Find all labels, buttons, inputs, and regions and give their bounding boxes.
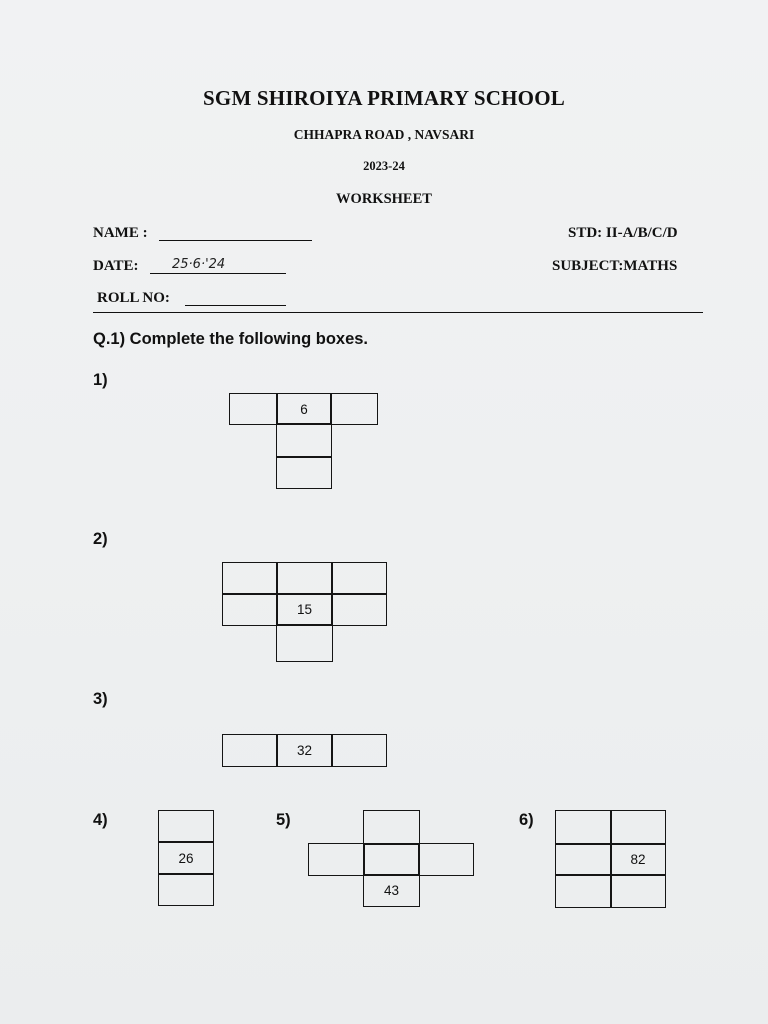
box-empty[interactable]	[158, 873, 214, 906]
item-4-label: 4)	[93, 811, 108, 829]
box-empty[interactable]	[276, 423, 332, 458]
box-empty[interactable]	[308, 843, 365, 876]
box-empty[interactable]	[418, 843, 474, 876]
roll-no-line[interactable]	[185, 305, 286, 306]
box-empty[interactable]	[222, 562, 278, 595]
box-empty[interactable]	[363, 843, 420, 876]
box-given: 15	[276, 593, 333, 626]
school-name: SGM SHIROIYA PRIMARY SCHOOL	[203, 86, 565, 110]
box-given: 26	[158, 841, 214, 875]
box-empty[interactable]	[276, 456, 332, 489]
box-empty[interactable]	[331, 593, 387, 626]
academic-year: 2023-24	[363, 159, 405, 173]
header-divider	[93, 312, 703, 313]
date-line[interactable]	[150, 273, 286, 274]
box-empty[interactable]	[331, 734, 387, 767]
date-label: DATE:	[93, 258, 139, 274]
item-1-label: 1)	[93, 371, 108, 389]
box-given: 6	[276, 393, 332, 425]
item-6-label: 6)	[519, 811, 534, 829]
school-address: CHHAPRA ROAD , NAVSARI	[293, 127, 475, 142]
subject-label: SUBJECT:MATHS	[552, 258, 678, 274]
box-empty[interactable]	[555, 810, 612, 845]
std-label: STD: II-A/B/C/D	[568, 225, 678, 241]
item-3-label: 3)	[93, 690, 108, 708]
name-label: NAME :	[93, 225, 148, 241]
item-2-label: 2)	[93, 530, 108, 548]
box-empty[interactable]	[610, 810, 666, 845]
question-1-title: Q.1) Complete the following boxes.	[93, 330, 369, 348]
box-given: 32	[276, 734, 333, 767]
worksheet-title: WORKSHEET	[336, 191, 432, 207]
name-line[interactable]	[159, 240, 312, 241]
box-given: 82	[610, 843, 666, 876]
box-empty[interactable]	[158, 810, 214, 843]
box-empty[interactable]	[276, 624, 333, 662]
box-empty[interactable]	[330, 393, 378, 425]
item-5-label: 5)	[276, 811, 291, 829]
box-empty[interactable]	[222, 593, 278, 626]
roll-no-label: ROLL NO:	[97, 290, 170, 306]
box-empty[interactable]	[555, 874, 612, 908]
box-empty[interactable]	[363, 810, 420, 845]
box-empty[interactable]	[555, 843, 612, 876]
box-empty[interactable]	[276, 562, 333, 595]
date-value: 25·6·'24	[172, 257, 226, 272]
box-empty[interactable]	[610, 874, 666, 908]
box-empty[interactable]	[331, 562, 387, 595]
box-empty[interactable]	[222, 734, 278, 767]
box-empty[interactable]	[229, 393, 278, 425]
box-given: 43	[363, 874, 420, 907]
